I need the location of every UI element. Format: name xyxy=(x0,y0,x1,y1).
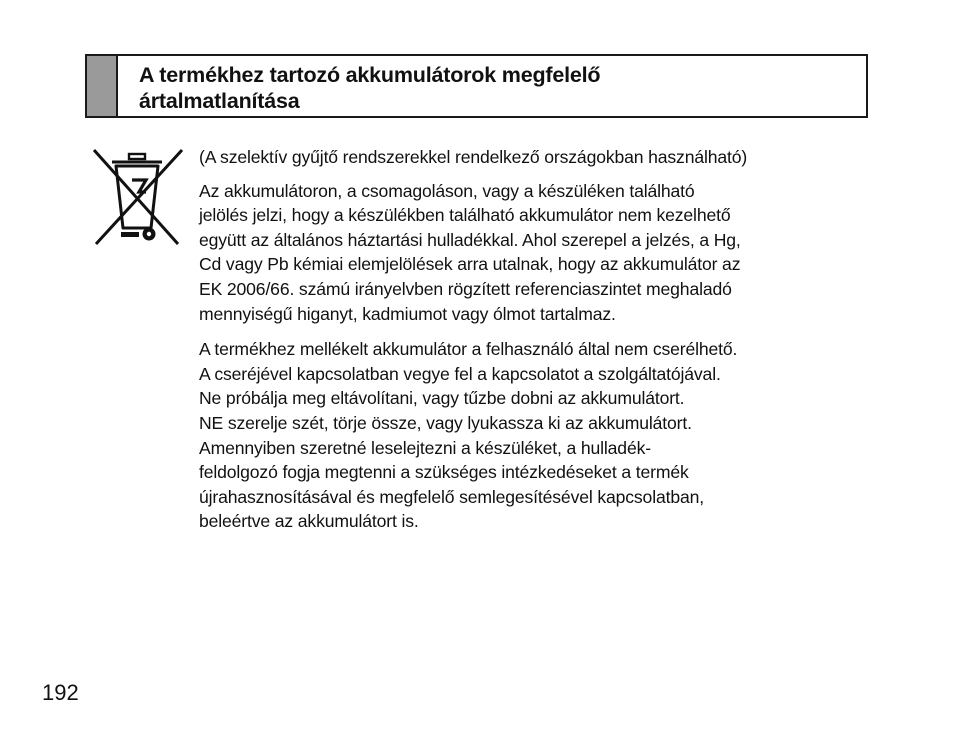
text-line: jelölés jelzi, hogy a készülékben található akkumulátor nem kezelhető xyxy=(199,205,731,226)
text-line: A cseréjével kapcsolatban vegye fel a kapcsolatot a szolgáltatójával. xyxy=(199,363,721,384)
text-line: együtt az általános háztartási hulladékkal. Ahol szerepel a jelzés, a Hg, xyxy=(199,229,741,250)
section-title-line: A termékhez tartozó akkumulátorok megfelelő xyxy=(139,63,601,87)
text-line: Cd vagy Pb kémiai elemjelölések arra utalnak, hogy az akkumulátor az xyxy=(199,254,741,275)
text-line: A termékhez mellékelt akkumulátor a felhasználó által nem cserélhető. xyxy=(199,339,738,360)
text-line: feldolgozó fogja megtenni a szükséges intézkedéseket a termék xyxy=(199,462,689,483)
section-title-box xyxy=(85,54,868,118)
text-line: Ne próbálja meg eltávolítani, vagy tűzbe dobni az akkumulátort. xyxy=(199,388,685,409)
battery-marking-paragraph xyxy=(199,179,869,327)
page-number: 192 xyxy=(42,680,79,705)
text-line: EK 2006/66. számú irányelvben rögzített referenciaszintet meghaladó xyxy=(199,278,732,299)
text-line: újrahasznosításával és megfelelő semlegesítésével kapcsolatban, xyxy=(199,486,704,507)
crossed-out-wheeled-bin-icon xyxy=(92,146,184,246)
title-accent-tab xyxy=(87,56,118,116)
section-title-line: ártalmatlanítása xyxy=(139,89,300,113)
body-content xyxy=(199,145,869,534)
text-line: Az akkumulátoron, a csomagoláson, vagy a készüléken található xyxy=(199,180,695,201)
text-line: mennyiségű higanyt, kadmiumot vagy ólmot tartalmaz. xyxy=(199,303,616,324)
section-title xyxy=(118,56,600,116)
applicability-note: (A szelektív gyűjtő rendszerekkel rendelkező országokban használható) xyxy=(199,147,748,167)
text-line: Amennyiben szeretné leselejtezni a készüléket, a hulladék- xyxy=(199,437,651,458)
battery-replacement-paragraph xyxy=(199,337,869,534)
text-line: NE szerelje szét, törje össze, vagy lyukassza ki az akkumulátort. xyxy=(199,412,692,433)
text-line: beleértve az akkumulátort is. xyxy=(199,511,419,532)
